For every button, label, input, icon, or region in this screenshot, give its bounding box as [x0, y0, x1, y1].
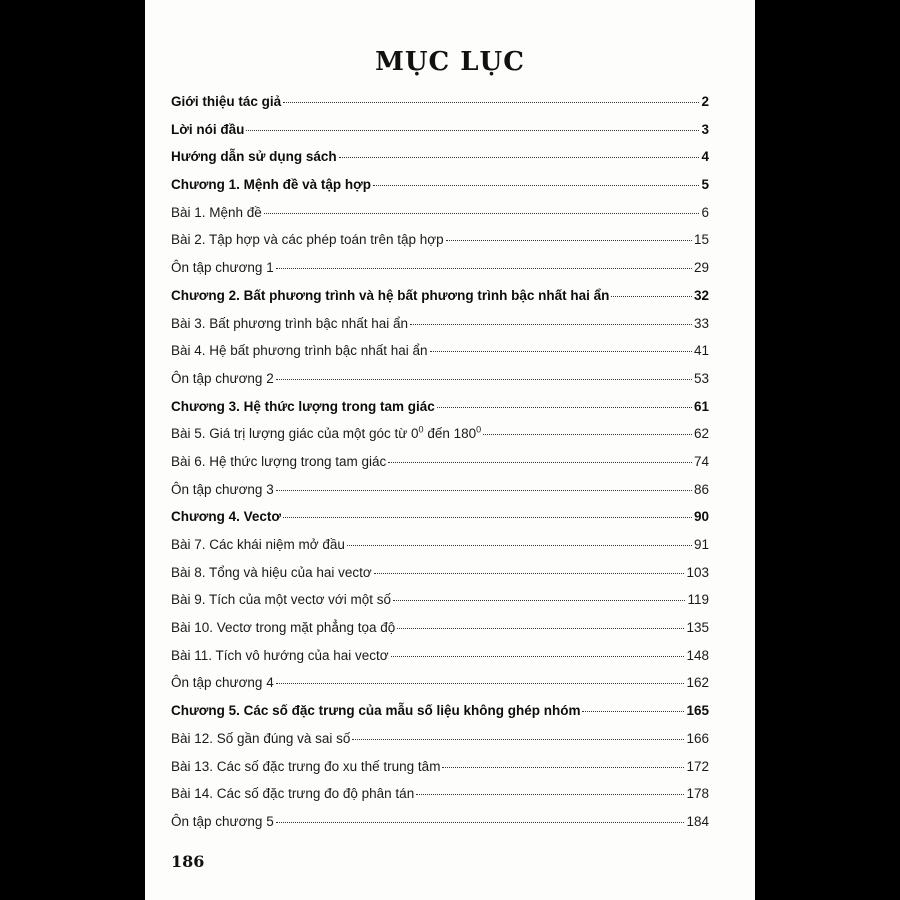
toc-entry [171, 620, 709, 648]
toc-entry-title: Bài 3. Bất phương trình bậc nhất hai ẩn [171, 315, 409, 331]
superscript: 0 [476, 424, 482, 435]
toc-entry-page: 74 [693, 453, 709, 469]
toc-entry-title: Bài 13. Các số đặc trưng đo xu thế trung tâm [171, 758, 441, 774]
toc-entry-page: 162 [686, 675, 709, 691]
toc-entry-page: 62 [693, 426, 709, 442]
toc-entry-title: Ôn tập chương 4 [171, 675, 274, 691]
dot-leader [347, 545, 692, 546]
dot-leader [283, 102, 699, 103]
dot-leader [388, 462, 692, 463]
toc-entry-page: 6 [701, 204, 709, 220]
toc-entry-title: Bài 14. Các số đặc trưng đo độ phân tán [171, 786, 415, 802]
toc-entry-page: 165 [686, 703, 709, 719]
toc-entry [171, 675, 709, 703]
dot-leader [437, 407, 692, 408]
dot-leader [352, 739, 684, 740]
dot-leader [582, 711, 684, 712]
toc-entry-title: Bài 12. Số gần đúng và sai số [171, 730, 351, 746]
toc-entry-page: 166 [686, 730, 709, 746]
toc-entry-title: Chương 5. Các số đặc trưng của mẫu số liệu không ghép nhóm [171, 703, 581, 719]
dot-leader [483, 434, 692, 435]
book-page [145, 0, 755, 900]
toc-entry-page: 119 [687, 592, 709, 608]
toc-entry [171, 399, 709, 427]
dot-leader [276, 268, 692, 269]
toc-entry-title: Lời nói đầu [171, 121, 245, 137]
toc-entry-page: 91 [693, 537, 709, 552]
toc-entry-page: 29 [693, 260, 709, 276]
toc-entry-title: Bài 9. Tích của một vectơ với một số [171, 592, 392, 608]
toc-entry-page: 53 [693, 370, 709, 386]
toc-entry-title: Chương 2. Bất phương trình và hệ bất phương trình bậc nhất hai ẩn [171, 287, 610, 303]
dot-leader [264, 213, 700, 214]
toc-entry-title: Ôn tập chương 1 [171, 260, 274, 276]
dot-leader [276, 379, 692, 380]
dot-leader [339, 157, 700, 158]
toc-entry-title: Chương 4. Vectơ [171, 509, 281, 525]
dot-leader [283, 517, 692, 518]
toc-entry-page: 184 [686, 813, 709, 829]
toc-entry [171, 316, 709, 344]
dot-leader [410, 324, 692, 325]
toc-entry-title: Bài 11. Tích vô hướng của hai vectơ [171, 647, 389, 663]
toc-entry [171, 177, 709, 205]
toc-entry-title: Bài 5. Giá trị lượng giác của một góc từ $0^0$ đến $180^0$ [171, 424, 482, 442]
toc-entry-page: 15 [693, 232, 709, 248]
toc-entry [171, 759, 709, 787]
toc-entry [171, 122, 709, 150]
toc-entry-page: 86 [693, 481, 709, 497]
superscript: 0 [418, 424, 424, 435]
dot-leader [276, 490, 692, 491]
toc-entry-title: Bài 4. Hệ bất phương trình bậc nhất hai ẩn [171, 343, 428, 359]
toc-entry-title: Bài 7. Các khái niệm mở đầu [171, 537, 345, 552]
dot-leader [442, 767, 684, 768]
toc-entry [171, 454, 709, 482]
dot-leader [416, 794, 684, 795]
toc-entry-page: 61 [693, 398, 709, 414]
toc-entry-page: 32 [693, 287, 709, 303]
toc-entry [171, 731, 709, 759]
toc-entry [171, 814, 709, 842]
toc-entry-page: 2 [701, 94, 709, 109]
dot-leader [430, 351, 692, 352]
dot-leader [397, 628, 684, 629]
dot-leader [374, 573, 685, 574]
toc-entry-page: 4 [701, 149, 709, 165]
toc-entry [171, 94, 709, 122]
toc-entry-title: Bài 1. Mệnh đề [171, 204, 262, 220]
toc-entry-page: 5 [701, 177, 709, 193]
dot-leader [246, 130, 699, 131]
toc-entry [171, 537, 709, 565]
page-number: 186 [171, 852, 205, 871]
toc-entry-title: Giới thiệu tác giả [171, 94, 282, 109]
toc-entry [171, 205, 709, 233]
toc-entry [171, 288, 709, 316]
toc-entry [171, 703, 709, 731]
toc-entry-title: Ôn tập chương 5 [171, 813, 274, 829]
toc-entry [171, 565, 709, 593]
toc-entry-page: 33 [693, 315, 709, 331]
toc-entry [171, 343, 709, 371]
dot-leader [373, 185, 700, 186]
dot-leader [276, 683, 685, 684]
toc-entry-page: 3 [701, 121, 709, 137]
toc-entry-title: Bài 2. Tập hợp và các phép toán trên tập hợp [171, 232, 444, 248]
toc-entry [171, 482, 709, 510]
toc-entry [171, 509, 709, 537]
toc-entry-page: 135 [686, 620, 709, 636]
toc-entry-title: Ôn tập chương 3 [171, 481, 274, 497]
toc-entry-page: 148 [686, 647, 709, 663]
toc-entry [171, 592, 709, 620]
toc-entry-page: 172 [686, 758, 709, 774]
toc-entry-title: Bài 10. Vectơ trong mặt phẳng tọa độ [171, 620, 396, 636]
dot-leader [391, 656, 685, 657]
toc-entry-page: 178 [686, 786, 709, 802]
page-title: MỤC LỤC [375, 47, 525, 77]
toc-entry [171, 371, 709, 399]
toc-entry-page: 103 [686, 564, 709, 580]
toc-entry-title: Bài 8. Tổng và hiệu của hai vectơ [171, 564, 372, 580]
dot-leader [393, 600, 685, 601]
toc-entry-title: Chương 1. Mệnh đề và tập hợp [171, 177, 371, 193]
table-of-contents [171, 94, 709, 842]
toc-entry [171, 648, 709, 676]
dot-leader [276, 822, 685, 823]
dot-leader [611, 296, 692, 297]
toc-entry-page: 41 [693, 343, 709, 359]
toc-entry-title: Hướng dẫn sử dụng sách [171, 149, 337, 165]
toc-entry [171, 260, 709, 288]
toc-entry [171, 232, 709, 260]
toc-entry-page: 90 [693, 509, 709, 525]
toc-entry [171, 149, 709, 177]
dot-leader [446, 240, 692, 241]
toc-entry-title: Bài 6. Hệ thức lượng trong tam giác [171, 453, 387, 469]
toc-entry-title: Chương 3. Hệ thức lượng trong tam giác [171, 398, 435, 414]
toc-entry [171, 786, 709, 814]
toc-entry [171, 426, 709, 454]
toc-entry-title: Ôn tập chương 2 [171, 370, 274, 386]
